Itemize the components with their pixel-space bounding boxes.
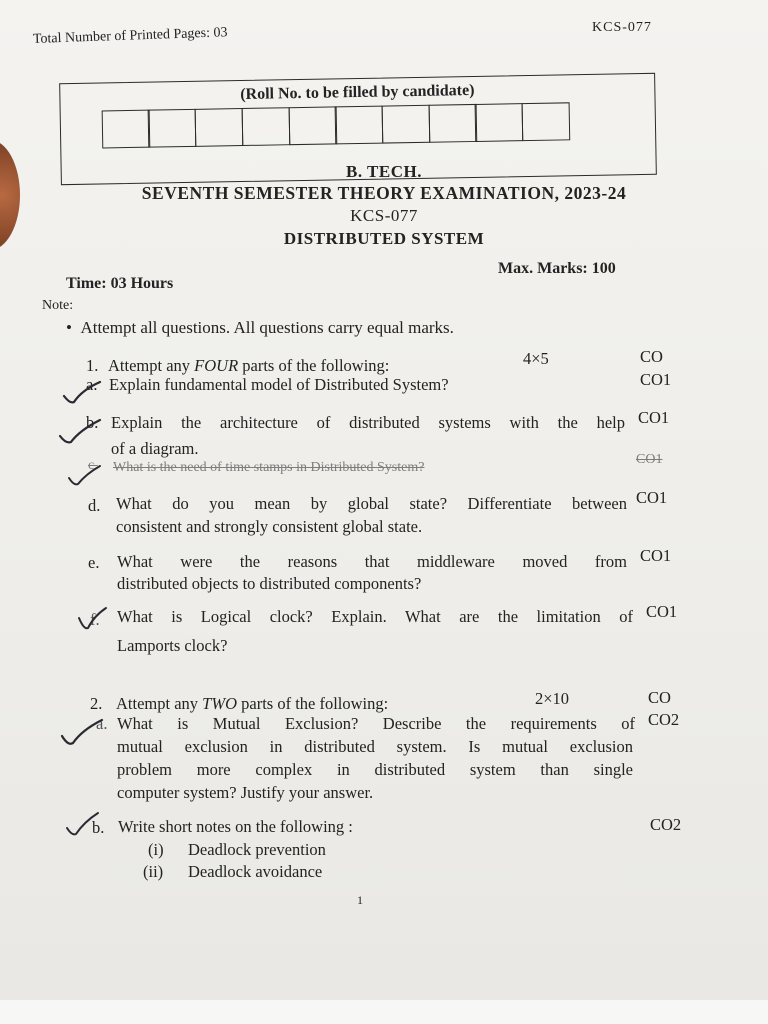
q1b-text-line1: Explain the architecture of distributed systems with the help <box>111 413 625 432</box>
section-2-title-pre: Attempt any <box>116 694 203 713</box>
roll-number-label: (Roll No. to be filled by candidate) <box>240 81 475 104</box>
q2b-letter: b. <box>92 818 105 837</box>
q1a-letter: a. <box>86 375 98 394</box>
q1b-text-line2: of a diagram. <box>111 439 199 458</box>
checkmark-icon <box>56 414 108 448</box>
q2b-item-2-text: Deadlock avoidance <box>188 862 323 881</box>
page-number: 1 <box>357 893 363 907</box>
exam-title: SEVENTH SEMESTER THEORY EXAMINATION, 2023-24 <box>141 183 627 203</box>
section-2-number: 2. <box>90 694 103 713</box>
q1e-letter: e. <box>88 553 100 572</box>
roll-cell[interactable] <box>241 107 290 146</box>
q1e-text-line1: What were the reasons that middleware moved from <box>117 552 627 571</box>
section-1-marks: 4×5 <box>523 349 549 368</box>
q1d-co: CO1 <box>636 488 668 507</box>
roll-cell[interactable] <box>382 105 431 144</box>
section-2-marks: 2×10 <box>535 689 570 708</box>
q1d-text-line2: consistent and strongly consistent global state. <box>116 517 423 536</box>
q1f-text-line1: What is Logical clock? Explain. What are the limitation of <box>117 607 633 626</box>
roll-cell[interactable] <box>148 109 197 148</box>
section-2-title-em: TWO <box>202 694 237 713</box>
checkmark-icon <box>66 462 106 490</box>
checkmark-icon <box>76 604 110 634</box>
q2a-text-line1: What is Mutual Exclusion? Describe the requirements of <box>117 714 635 733</box>
q1c-text: What is the need of time stamps in Distributed System? <box>113 460 425 475</box>
section-1-co-header: CO <box>640 347 663 366</box>
checkmark-icon <box>58 716 106 748</box>
q2a-text-line3: problem more complex in distributed system than single <box>117 760 633 779</box>
section-1-title-em: FOUR <box>194 356 239 375</box>
q2a-text-line2: mutual exclusion in distributed system. Is mutual exclusion <box>117 737 633 756</box>
q2b-text: Write short notes on the following : <box>118 817 353 836</box>
q1d-text-line1: What do you mean by global state? Differentiate between <box>116 494 627 513</box>
q1b-letter: b. <box>86 413 99 432</box>
printed-pages-count: Total Number of Printed Pages: 03 <box>32 25 228 47</box>
q1f-co: CO1 <box>646 602 678 621</box>
roll-cell[interactable] <box>195 108 244 147</box>
q1c-co: CO1 <box>636 452 663 467</box>
section-1-number: 1. <box>86 356 99 375</box>
exam-duration: Time: 03 Hours <box>66 275 174 292</box>
q2a-text-line4: computer system? Justify your answer. <box>117 783 374 802</box>
note-label: Note: <box>42 298 74 313</box>
roll-cell[interactable] <box>101 110 150 149</box>
q1a-text: Explain fundamental model of Distributed System? <box>109 375 449 394</box>
q1f-letter: f. <box>90 610 100 629</box>
q1a-co: CO1 <box>640 370 672 389</box>
section-2-title-post: parts of the following: <box>237 694 389 713</box>
general-instruction <box>66 318 454 338</box>
top-course-code: KCS-077 <box>592 20 652 35</box>
q2a-letter: a. <box>96 714 108 733</box>
q1b-co: CO1 <box>638 408 670 427</box>
roll-cell[interactable] <box>335 106 384 145</box>
roll-number-cells <box>103 102 571 148</box>
checkmark-icon <box>64 810 104 838</box>
q2b-item-1-text: Deadlock prevention <box>188 840 326 859</box>
q2b-item-1-num: (i) <box>148 840 164 859</box>
q1f-text-line2: Lamports clock? <box>117 636 228 655</box>
roll-cell[interactable] <box>475 103 524 142</box>
q2a-co: CO2 <box>648 710 680 729</box>
degree-title: B. TECH. <box>346 162 422 181</box>
q1e-co: CO1 <box>640 546 672 565</box>
page-bottom-margin <box>0 1000 768 1024</box>
q1c-letter: c. <box>88 458 98 473</box>
checkmark-icon <box>60 378 110 408</box>
section-1-title-post: parts of the following: <box>238 356 390 375</box>
course-code: KCS-077 <box>350 206 418 225</box>
max-marks: Max. Marks: 100 <box>498 260 616 277</box>
roll-cell[interactable] <box>288 106 337 145</box>
roll-cell[interactable] <box>522 102 571 141</box>
instruction-text: Attempt all questions. All questions carry equal marks. <box>80 318 454 337</box>
subject-title: DISTRIBUTED SYSTEM <box>283 229 485 248</box>
q1e-text-line2: distributed objects to distributed components? <box>117 574 422 593</box>
roll-cell[interactable] <box>428 104 477 143</box>
section-2-co-header: CO <box>648 688 671 707</box>
bullet-icon: • <box>66 318 81 337</box>
q2b-item-2-num: (ii) <box>143 862 164 881</box>
section-1-title-pre: Attempt any <box>108 356 195 375</box>
q1d-letter: d. <box>88 496 101 515</box>
q2b-co: CO2 <box>650 815 682 834</box>
